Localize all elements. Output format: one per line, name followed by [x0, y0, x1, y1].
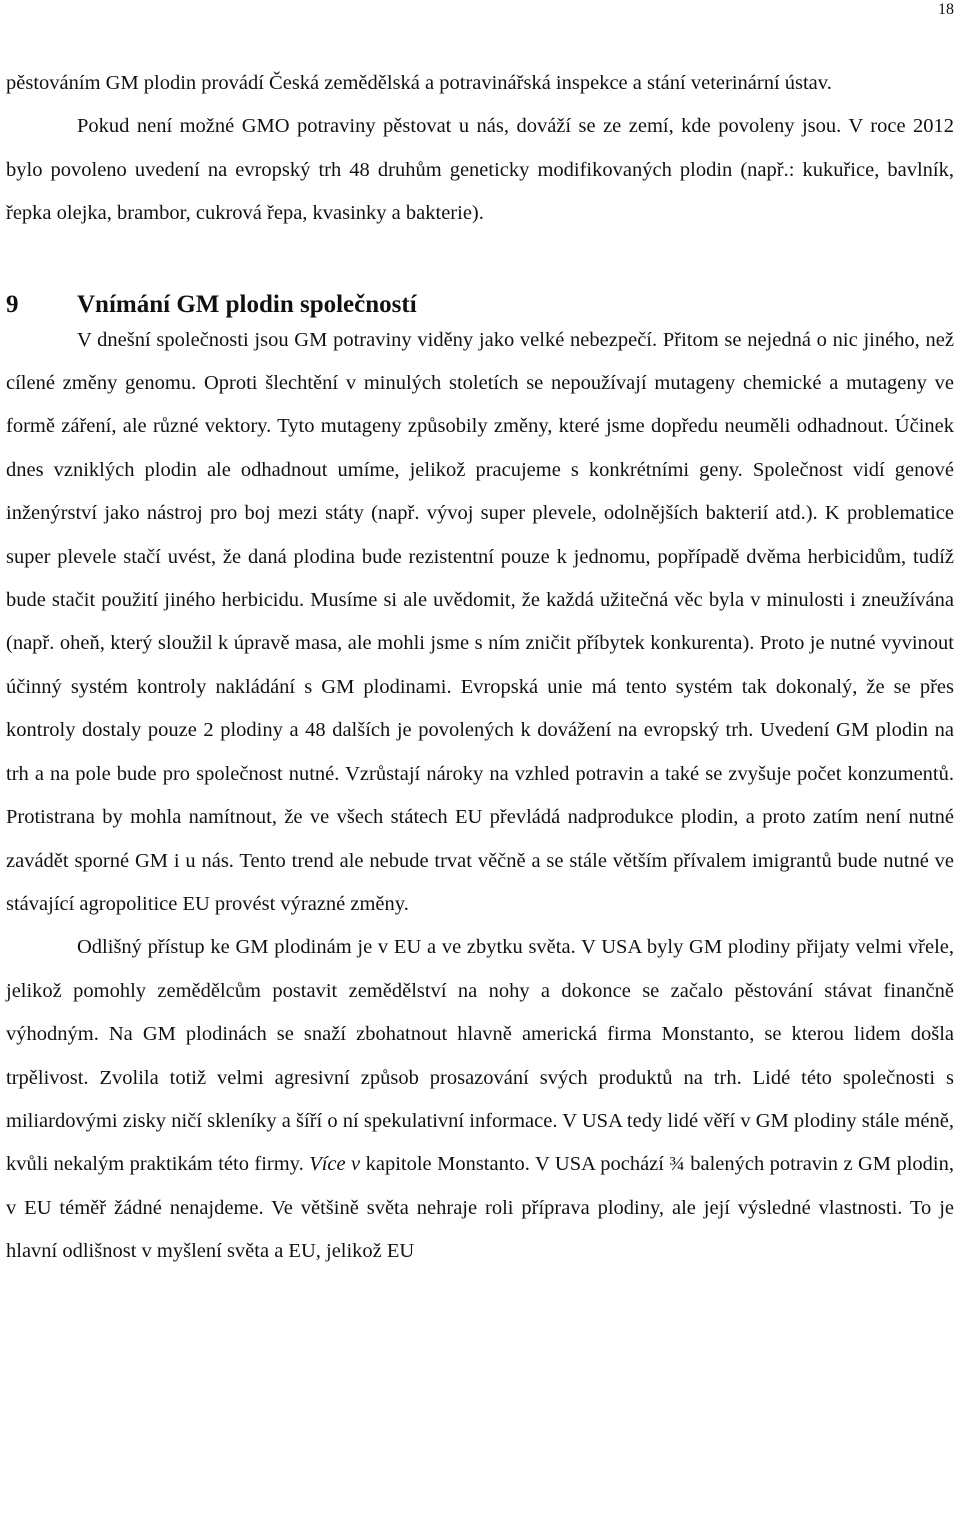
paragraph-gmo-import: Pokud není možné GMO potraviny pěstovat u nás, dováží se ze zemí, kde povoleny jsou. V roce 2012 bylo povoleno uvedení na evropský trh 48 druhům geneticky modifikovaných plodin (např.: kukuřice, bavlník, řepka olejka, brambor, cukrová řepa, kvasinky a bakterie).	[6, 115, 954, 225]
paragraph-text-part2: kapitole Monstanto. V USA pochází ¾ balených potravin z GM plodin, v EU téměř žádné nenajdeme. Ve většině světa nehraje roli příprava plodiny, ale její výsledné vlastnosti. To je hlavní odlišnost v myšlení světa a EU, jelikož EU	[6, 1153, 955, 1263]
document-body	[6, 62, 954, 1274]
paragraph-continuation: pěstováním GM plodin provádí Česká zemědělská a potravinářská inspekce a stání veterinární ústav.	[6, 72, 832, 94]
italic-reference: Více v	[309, 1153, 361, 1176]
section-number: 9	[6, 290, 19, 318]
paragraph-eu-vs-world	[6, 926, 954, 1273]
section-heading	[6, 287, 954, 323]
section-title: Vnímání GM plodin společností	[77, 290, 417, 318]
paragraph-public-perception: V dnešní společnosti jsou GM potraviny viděny jako velké nebezpečí. Přitom se nejedná o nic jiného, než cílené změny genomu. Oproti šlechtění v minulých stoletích se nepoužívají mutageny chemické a mutageny ve formě záření, ale různé vektory. Tyto mutageny způsobily změny, které jsme dopředu neuměli odhadnout. Účinek dnes vzniklých plodin ale odhadnout umíme, jelikož pracujeme s konkrétními geny. Společnost vidí genové inženýrství jako nástroj pro boj mezi státy (např. vývoj super plevele, odolnějších bakterií atd.). K problematice super plevele stačí uvést, že daná plodina bude rezistentní pouze k jednomu, popřípadě dvěma herbicidům, tudíž bude stačit použití jiného herbicidu. Musíme si ale uvědomit, že každá užitečná věc byla v minulosti i zneužívána (např. oheň, který sloužil k úpravě masa, ale mohli jsme s ním zničit příbytek konkurenta). Proto je nutné vyvinout účinný systém kontroly nakládání s GM plodinami. Evropská unie má tento systém tak dokonalý, že se přes kontroly dostaly pouze 2 plodiny a 48 dalších je povolených k dovážení na evropský trh. Uvedení GM plodin na trh a na pole bude pro společnost nutné. Vzrůstají nároky na vzhled potravin a také se zvyšuje počet konzumentů. Protistrana by mohla namítnout, že ve všech státech EU převládá nadprodukce plodin, a proto zatím není nutné zavádět sporné GM i u nás. Tento trend ale nebude trvat věčně a se stále větším přívalem imigrantů bude nutné ve stávající agropolitice EU provést výrazné změny.	[6, 328, 954, 915]
page-number: 18	[938, 1, 954, 18]
paragraph-text-part1: Odlišný přístup ke GM plodinám je v EU a ve zbytku světa. V USA byly GM plodiny přijaty velmi vřele, jelikož pomohly zemědělcům postavit zemědělství na nohy a dokonce se začalo pěstování stávat finančně výhodným. Na GM plodinách se snaží zbohatnout hlavně americká firma Monstanto, se kterou lidem došla trpělivost. Zvolila totiž velmi agresivní způsob prosazování svých produktů na trh. Lidé této společnosti s miliardovými zisky ničí skleníky a šíří o ní spekulativní informace. V USA tedy lidé věří v GM plodiny stále méně, kvůli nekalým praktikám této firmy.	[6, 936, 954, 1176]
